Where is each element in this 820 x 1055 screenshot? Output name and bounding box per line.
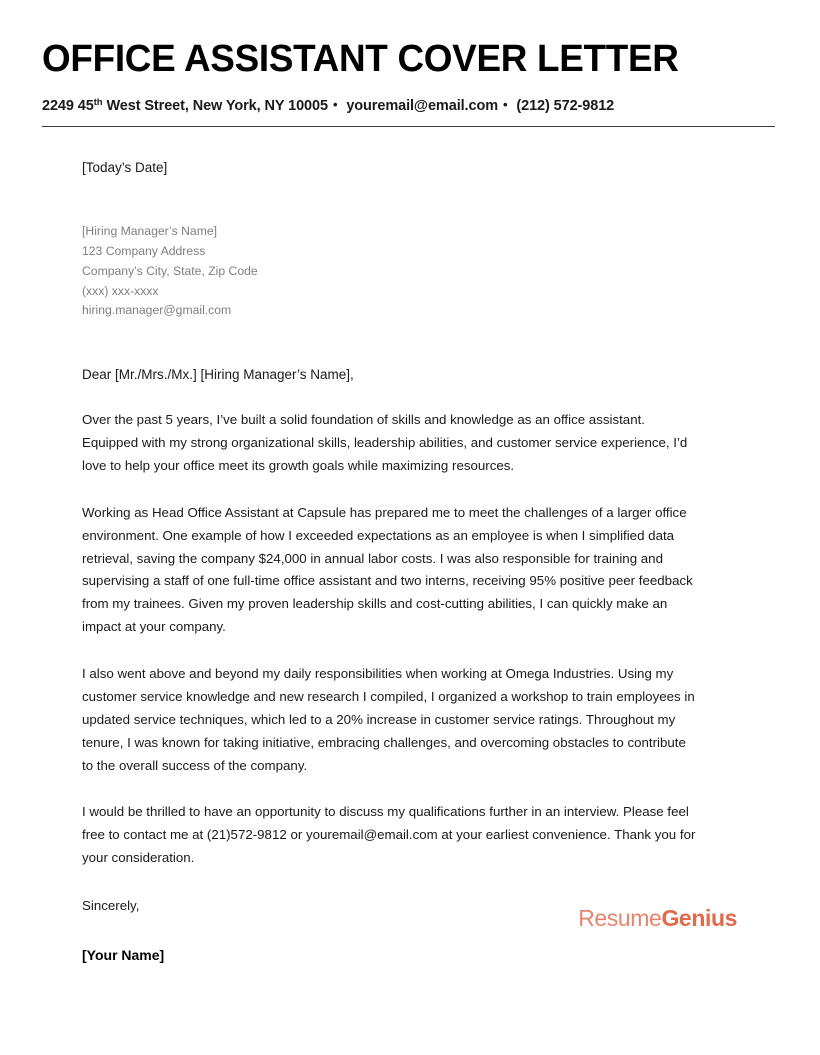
closing-salutation: Sincerely,	[82, 897, 140, 913]
recipient-block	[82, 222, 697, 321]
bullet-separator-icon: •	[332, 96, 338, 112]
contact-street-number: 2249 45	[42, 97, 94, 114]
bullet-separator-icon: •	[503, 96, 508, 112]
header-divider	[42, 126, 775, 127]
contact-street-ordinal: th	[93, 96, 103, 108]
body-paragraphs	[82, 409, 697, 870]
body-paragraph-3: I also went above and beyond my daily responsibilities when working at Omega Industries. Using my customer service knowledge and new research I compiled, I organized a workshop to train employees in updated service techniques, which led to a 20% increase in customer service ratings. Throughout my tenure, I was known for taking initiative, embracing challenges, and overcoming obstacles to contribute to the overall success of the company.	[82, 666, 695, 773]
recipient-line: 123 Company Address	[82, 244, 206, 259]
recipient-line: Company’s City, State, Zip Code	[82, 263, 258, 278]
letter-body	[82, 158, 697, 963]
contact-street-rest: West Street, New York, NY 10005	[106, 97, 328, 114]
body-paragraph-4: I would be thrilled to have an opportunity to discuss my qualifications further in an interview. Please feel free to contact me at (21)572-9812 or youremail@email.com at your earliest convenience. Thank you for your consideration.	[82, 804, 696, 866]
letter-header	[42, 40, 775, 114]
contact-email: youremail@email.com	[346, 97, 498, 114]
body-paragraph-1: Over the past 5 years, I’ve built a solid foundation of skills and knowledge as an office assistant. Equipped with my strong organizational skills, leadership abilities, and customer service experience, I’d love to help your office meet its growth goals while maximizing resources.	[82, 412, 688, 474]
contact-line	[42, 97, 775, 114]
salutation: Dear [Mr./Mrs./Mx.] [Hiring Manager’s Name],	[82, 367, 354, 383]
resume-genius-logo	[578, 907, 737, 930]
recipient-line: hiring.manager@gmail.com	[82, 303, 232, 318]
recipient-line: [Hiring Manager’s Name]	[82, 224, 218, 239]
date-placeholder: [Today’s Date]	[82, 160, 168, 175]
body-paragraph-2: Working as Head Office Assistant at Capsule has prepared me to meet the challenges of a larger office environment. One example of how I exceeded expectations as an employee is when I simplified data retrieval, saving the company $24,000 in annual labor costs. I was also responsible for training and supervising a staff of one full-time office assistant and two interns, receiving 95% positive peer feedback from my trainees. Given my proven leadership skills and cost-cutting abilities, I can quickly make an impact at your company.	[82, 504, 693, 635]
contact-phone: (212) 572-9812	[516, 97, 615, 114]
recipient-line: (xxx) xxx-xxxx	[82, 283, 159, 298]
page-title: OFFICE ASSISTANT COVER LETTER	[42, 38, 679, 80]
logo-text-genius: Genius	[661, 905, 737, 931]
signature-name: [Your Name]	[82, 946, 165, 963]
logo-text-resume: Resume	[578, 905, 662, 931]
